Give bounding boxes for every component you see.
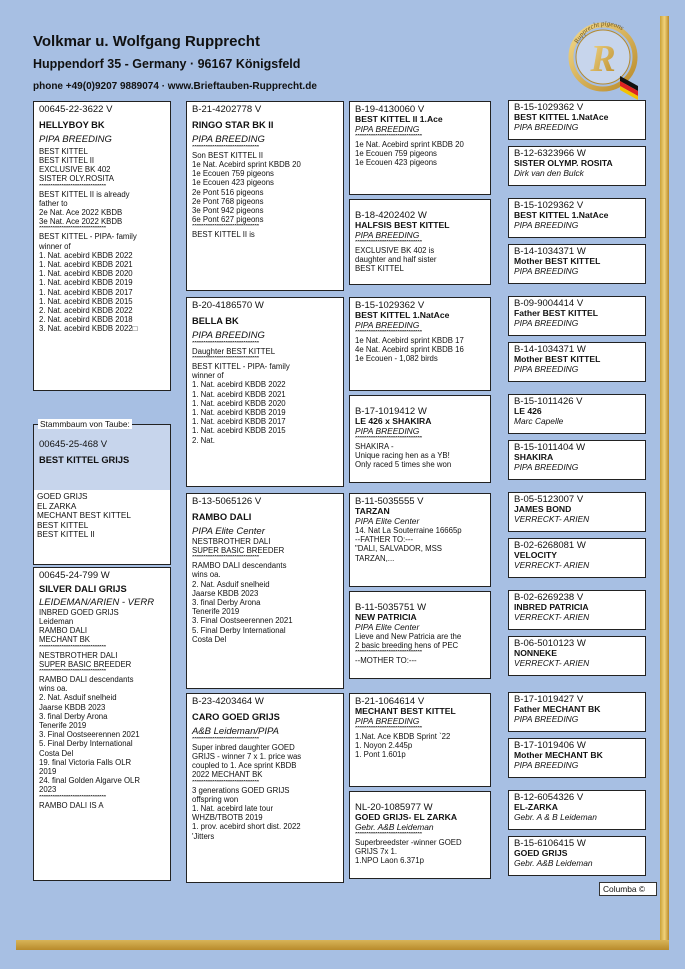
pedigree-notes bbox=[355, 632, 485, 666]
note-line: Only raced 5 times she won bbox=[355, 460, 452, 470]
grandparent-pigeon-card bbox=[349, 493, 491, 587]
pigeon-name: SILVER DALI GRIJS bbox=[39, 583, 127, 594]
breeder: PIPA BREEDING bbox=[39, 134, 112, 146]
great-grandparent-pigeon-card bbox=[508, 538, 646, 578]
grandparent-pigeon-card bbox=[349, 101, 491, 195]
note-line: 24. final Golden Algarve OLR bbox=[39, 776, 140, 786]
breeder: VERRECKT- ARIEN bbox=[514, 513, 590, 524]
note-line: NESTBROTHER DALI bbox=[39, 650, 118, 660]
breeder: PIPA BREEDING bbox=[514, 461, 579, 472]
breeder: A&B Leideman/PIPA bbox=[192, 726, 279, 738]
note-line: 1. Nat. acebird KBDB 2020 bbox=[192, 398, 286, 408]
separator: ****************************** bbox=[39, 183, 106, 190]
breeder: PIPA BREEDING bbox=[355, 715, 420, 726]
pigeon-name: RINGO STAR BK II bbox=[192, 119, 274, 130]
stammbaum-card bbox=[33, 424, 171, 565]
note-line: SHAKIRA - bbox=[355, 442, 394, 451]
note-line: RAMBO DALI descendants bbox=[39, 675, 134, 684]
pigeon-name: VELOCITY bbox=[514, 550, 557, 560]
ring-number: B-05-5123007 V bbox=[514, 494, 584, 505]
note-line: 1.Nat. Ace KBDB Sprint `22 bbox=[355, 732, 451, 741]
ring-number: B-09-9004414 V bbox=[514, 298, 584, 309]
separator: ****************************** bbox=[355, 330, 422, 336]
pigeon-name: NEW PATRICIA bbox=[355, 612, 417, 622]
ring-number: B-14-1034371 W bbox=[514, 246, 586, 257]
pigeon-name: Father MECHANT BK bbox=[514, 704, 601, 714]
separator: ****************************** bbox=[192, 779, 259, 786]
note-line: TARZAN,... bbox=[355, 553, 395, 563]
note-line: 3. Nat. acebird KBDB 2022□ bbox=[39, 324, 138, 334]
note-line: GRIJS 7x 1. bbox=[355, 847, 398, 857]
ring-number: B-02-6268081 W bbox=[514, 540, 586, 551]
breeder: PIPA BREEDING bbox=[355, 229, 420, 240]
rupprecht-logo bbox=[560, 14, 646, 100]
ring-number: B-13-5065126 V bbox=[192, 496, 262, 507]
note-line: 2022 MECHANT BK bbox=[192, 770, 263, 780]
pedigree-notes bbox=[355, 240, 485, 274]
ring-number: B-17-1019406 W bbox=[514, 740, 586, 751]
gold-border-right bbox=[660, 16, 669, 950]
note-line: Jaarse KBDB 2023 bbox=[39, 702, 106, 712]
breeder: VERRECKT- ARIEN bbox=[514, 559, 590, 570]
note-line: BEST KITTEL bbox=[39, 146, 88, 156]
pigeon-name: LE 426 x SHAKIRA bbox=[355, 416, 432, 426]
breeder: PIPA BREEDING bbox=[192, 134, 265, 146]
breeder: PIPA BREEDING bbox=[355, 425, 420, 436]
note-line: SUPER BASIC BREEDER bbox=[192, 545, 285, 555]
grandparent-pigeon-card bbox=[349, 395, 491, 483]
columba-credit: Columba © bbox=[599, 882, 657, 896]
ring-number: B-11-5035751 W bbox=[355, 602, 427, 613]
note-line: 2. Nat. acebird KBDB 2022 bbox=[39, 306, 133, 316]
note-line: WHZB/TBOTB 2019 bbox=[192, 813, 263, 823]
pigeon-name: Mother BEST KITTEL bbox=[514, 256, 601, 266]
note-line: Unique racing hen as a YB! bbox=[355, 451, 450, 461]
great-grandparent-pigeon-card bbox=[508, 836, 646, 876]
note-line: Costa Del bbox=[39, 748, 74, 758]
pedigree-notes bbox=[355, 726, 485, 760]
note-line: RAMBO DALI descendants bbox=[192, 561, 287, 571]
breeder: PIPA Elite Center bbox=[355, 621, 420, 632]
pedigree-notes bbox=[355, 526, 485, 563]
great-grandparent-pigeon-card bbox=[508, 492, 646, 532]
note-line: Daughter BEST KITTEL bbox=[192, 346, 276, 356]
ring-number: B-15-1011404 W bbox=[514, 442, 586, 453]
pigeon-name: GOED GRIJS bbox=[514, 848, 568, 858]
note-line: 2. Nat. Asduif snelheid bbox=[39, 693, 117, 703]
great-grandparent-pigeon-card bbox=[508, 296, 646, 336]
note-line: --MOTHER TO:--- bbox=[355, 656, 417, 666]
note-line: BEST KITTEL II is already bbox=[39, 189, 130, 199]
pedigree-notes bbox=[192, 145, 338, 240]
great-grandparent-pigeon-card bbox=[508, 440, 646, 480]
ring-number: B-12-6054326 V bbox=[514, 792, 584, 803]
note-line: 1e Ecouen 423 pigeons bbox=[355, 158, 437, 168]
ring-number: B-12-6323966 W bbox=[514, 148, 586, 159]
pigeon-name: INBRED PATRICIA bbox=[514, 602, 589, 612]
stammbaum-label: Stammbaum von Taube: bbox=[40, 419, 130, 429]
note-line: 1. Nat. acebird KBDB 2017 bbox=[39, 287, 133, 297]
note-line: wins oa. bbox=[192, 570, 221, 580]
note-line: 3e Nat. Ace 2022 KBDB bbox=[39, 217, 123, 227]
note-line: 2 basic breeding hens of PEC bbox=[355, 641, 459, 651]
note-line: BEST KITTEL II bbox=[39, 155, 95, 165]
breeder: Gebr. A&B Leideman bbox=[514, 857, 593, 868]
separator: ****************************** bbox=[355, 240, 422, 246]
separator: ****************************** bbox=[355, 436, 422, 442]
note-line: 1. Nat. acebird KBDB 2022 bbox=[39, 250, 133, 260]
pedigree-notes bbox=[192, 537, 338, 644]
note-line: 1. Nat. acebird KBDB 2019 bbox=[192, 408, 286, 417]
note-line: 1e Ecouen - 1,082 birds bbox=[355, 354, 438, 364]
breeder: PIPA Elite Center bbox=[192, 526, 265, 538]
breeder: PIPA BREEDING bbox=[514, 265, 579, 276]
pigeon-name: SISTER OLYMP. ROSITA bbox=[514, 158, 613, 168]
ring-number: B-15-6106415 W bbox=[514, 838, 586, 849]
breeder: PIPA BREEDING bbox=[355, 319, 420, 330]
note-line: RAMBO DALI IS A bbox=[39, 800, 104, 810]
note-line: father to bbox=[39, 198, 68, 208]
great-grandparent-pigeon-card bbox=[508, 244, 646, 284]
pigeon-name: EL-ZARKA bbox=[514, 802, 558, 812]
note-line: NESTBROTHER DALI bbox=[192, 536, 271, 546]
pigeon-name: Mother MECHANT BK bbox=[514, 750, 603, 760]
note-line: 2e Pont 516 pigeons bbox=[192, 187, 264, 197]
ring-number: B-19-4130060 V bbox=[355, 104, 425, 115]
note-line: coupled to 1. Ace sprint KBDB bbox=[192, 761, 297, 771]
svg-text:Rupprecht pigeons: Rupprecht pigeons bbox=[572, 19, 626, 45]
note-line: winner of bbox=[192, 371, 224, 381]
ring-number: B-15-1011426 V bbox=[514, 396, 583, 407]
note-line: 1.NPO Laon 6.371p bbox=[355, 856, 424, 866]
ring-number: B-21-4202778 V bbox=[192, 104, 262, 115]
pigeon-name: GOED GRIJS- EL ZARKA bbox=[355, 812, 458, 822]
note-line: 1. Nat. acebird KBDB 2017 bbox=[192, 417, 286, 427]
great-grandparent-pigeon-card bbox=[508, 342, 646, 382]
note-line: BEST KITTEL bbox=[37, 520, 89, 530]
note-line: 19. final Victoria Falls OLR bbox=[39, 757, 132, 767]
note-line: INBRED GOED GRIJS bbox=[39, 607, 119, 617]
owner-name: Volkmar u. Wolfgang Rupprecht bbox=[33, 33, 260, 50]
note-line: BEST KITTEL II bbox=[37, 530, 95, 540]
note-line: 'Jitters bbox=[192, 831, 215, 841]
stammbaum-list bbox=[34, 490, 170, 542]
ring-number: B-06-5010123 W bbox=[514, 638, 586, 649]
note-line: 5. Final Derby International bbox=[192, 625, 286, 635]
pedigree-notes bbox=[355, 330, 485, 364]
note-line: 1. Nat. acebird KBDB 2021 bbox=[192, 389, 286, 399]
great-grandparent-pigeon-card bbox=[508, 146, 646, 186]
note-line: BEST KITTEL - PIPA- family bbox=[192, 361, 290, 371]
note-line: --FATHER TO:--- bbox=[355, 535, 414, 545]
separator: ****************************** bbox=[192, 555, 259, 562]
note-line: 2. Nat. acebird KBDB 2018 bbox=[39, 315, 133, 325]
breeder: Gebr. A & B Leideman bbox=[514, 811, 597, 822]
parent-pigeon-card bbox=[186, 101, 344, 291]
note-line: offspring won bbox=[192, 794, 239, 804]
note-line: wins oa. bbox=[39, 684, 68, 694]
breeder: PIPA BREEDING bbox=[192, 330, 265, 342]
note-line: 1e Nat. Acebird sprint KBDB 17 bbox=[355, 336, 464, 345]
great-grandparent-pigeon-card bbox=[508, 100, 646, 140]
note-line: 2. Nat. Asduif snelheid bbox=[192, 579, 270, 589]
pigeon-name: SHAKIRA bbox=[514, 452, 554, 462]
note-line: Leideman bbox=[39, 616, 74, 626]
pedigree-notes bbox=[355, 134, 485, 168]
grandparent-pigeon-card bbox=[349, 693, 491, 787]
note-line: "DALI, SALVADOR, MSS bbox=[355, 544, 442, 554]
note-line: SUPER BASIC BREEDER bbox=[39, 659, 132, 669]
separator: ****************************** bbox=[192, 340, 259, 347]
note-line: 3. final Derby Arona bbox=[192, 598, 261, 607]
pedigree-notes bbox=[39, 147, 165, 334]
breeder: LEIDEMAN/ARIEN - VERR bbox=[39, 597, 155, 609]
grandparent-pigeon-card bbox=[349, 199, 491, 285]
note-line: 1e Ecouen 759 pigeons bbox=[355, 149, 437, 159]
ring-number: B-11-5035555 V bbox=[355, 496, 424, 507]
note-line: EL ZARKA bbox=[37, 501, 77, 511]
breeder: PIPA Elite Center bbox=[355, 515, 420, 526]
separator: ****************************** bbox=[355, 832, 422, 838]
ring-number: B-15-1029362 V bbox=[514, 200, 584, 211]
breeder: VERRECKT- ARIEN bbox=[514, 657, 590, 668]
pigeon-name: BEST KITTEL GRIJS bbox=[39, 455, 130, 465]
subject-pigeon-card bbox=[33, 101, 171, 391]
breeder: PIPA BREEDING bbox=[355, 123, 420, 134]
grandparent-pigeon-card bbox=[349, 297, 491, 391]
note-line: 2. Nat. bbox=[192, 435, 215, 445]
separator: ****************************** bbox=[355, 650, 422, 657]
ring-number: NL-20-1085977 W bbox=[355, 802, 433, 813]
note-line: GOED GRIJS bbox=[37, 492, 88, 501]
note-line: 2e Pont 768 pigeons bbox=[192, 196, 264, 206]
pigeon-name: TARZAN bbox=[355, 506, 390, 516]
note-line: 1e Nat. Acebird sprint KBDB 20 bbox=[355, 140, 464, 149]
note-line: 1. Nat. acebird KBDB 2022 bbox=[192, 380, 286, 390]
breeder: Marc Capelle bbox=[514, 415, 564, 426]
pigeon-name: CARO GOED GRIJS bbox=[192, 711, 280, 722]
ring-number: 00645-22-3622 V bbox=[39, 104, 113, 115]
pigeon-name: HALFSIS BEST KITTEL bbox=[355, 220, 450, 230]
pigeon-name: BEST KITTEL 1.NatAce bbox=[514, 112, 609, 122]
separator: ****************************** bbox=[192, 144, 259, 151]
breeder: Gebr. A&B Leideman bbox=[355, 821, 434, 832]
breeder: PIPA BREEDING bbox=[514, 219, 579, 230]
note-line: BEST KITTEL bbox=[355, 264, 404, 274]
ring-number: B-15-1029362 V bbox=[514, 102, 584, 113]
ring-number: 00645-24-799 W bbox=[39, 570, 110, 581]
note-line: Jaarse KBDB 2023 bbox=[192, 588, 259, 598]
ring-number: B-21-1064614 V bbox=[355, 696, 425, 707]
note-line: BEST KITTEL - PIPA- family bbox=[39, 232, 137, 242]
breeder: PIPA BREEDING bbox=[514, 121, 579, 132]
breeder: PIPA BREEDING bbox=[514, 759, 579, 770]
note-line: EXCLUSIVE BK 402 bbox=[39, 165, 111, 175]
dam-pigeon-card bbox=[33, 567, 171, 881]
ring-number: B-17-1019412 W bbox=[355, 406, 427, 417]
pigeon-name: BEST KITTEL II 1.Ace bbox=[355, 114, 443, 124]
great-grandparent-pigeon-card bbox=[508, 636, 646, 676]
pedigree-notes bbox=[39, 608, 165, 810]
note-line: MECHANT BEST KITTEL bbox=[37, 511, 131, 521]
pigeon-name: NONNEKE bbox=[514, 648, 557, 658]
svg-text:R: R bbox=[590, 38, 616, 80]
ring-number: B-14-1034371 W bbox=[514, 344, 586, 355]
note-line: Son BEST KITTEL II bbox=[192, 150, 264, 160]
owner-contact: phone +49(0)9207 9889074 · www.Brieftauben-Rupprecht.de bbox=[33, 81, 317, 92]
ring-number: B-20-4186570 W bbox=[192, 300, 264, 311]
great-grandparent-pigeon-card bbox=[508, 198, 646, 238]
note-line: 1. Nat. acebird KBDB 2015 bbox=[39, 296, 133, 306]
pigeon-name: BELLA BK bbox=[192, 315, 239, 326]
separator: ****************************** bbox=[192, 224, 259, 231]
breeder: PIPA BREEDING bbox=[514, 317, 579, 328]
note-line: 4e Nat. Acebird sprint KBDB 16 bbox=[355, 345, 464, 355]
ring-number: B-15-1029362 V bbox=[355, 300, 425, 311]
separator: ****************************** bbox=[39, 794, 106, 801]
parent-pigeon-card bbox=[186, 297, 344, 487]
note-line: 3. Final Oostseerennen 2021 bbox=[192, 616, 293, 626]
parent-pigeon-card bbox=[186, 693, 344, 883]
separator: ****************************** bbox=[192, 736, 259, 743]
pigeon-name: BEST KITTEL 1.NatAce bbox=[514, 210, 609, 220]
note-line: Costa Del bbox=[192, 634, 227, 644]
stammbaum-header bbox=[34, 425, 170, 490]
pigeon-name: RAMBO DALI bbox=[192, 511, 252, 522]
note-line: 2e Nat. Ace 2022 KBDB bbox=[39, 208, 123, 217]
note-line: 1. Nat. acebird KBDB 2021 bbox=[39, 260, 133, 270]
separator: ****************************** bbox=[39, 644, 106, 651]
note-line: Super inbred daughter GOED bbox=[192, 742, 295, 752]
pedigree-notes bbox=[192, 341, 338, 445]
note-line: 2019 bbox=[39, 767, 57, 777]
pedigree-notes bbox=[192, 737, 338, 841]
note-line: 3. Final Oostseerennen 2021 bbox=[39, 730, 140, 740]
note-line: 14. Nat La Souterraine 16665p bbox=[355, 526, 462, 535]
separator: ****************************** bbox=[192, 355, 259, 362]
pigeon-name: Mother BEST KITTEL bbox=[514, 354, 601, 364]
note-line: EXCLUSIVE BK 402 is bbox=[355, 246, 435, 255]
breeder: Dirk van den Bulck bbox=[514, 167, 584, 178]
note-line: 1. Pont 1.601p bbox=[355, 750, 406, 760]
great-grandparent-pigeon-card bbox=[508, 394, 646, 434]
note-line: Tenerife 2019 bbox=[39, 721, 87, 731]
great-grandparent-pigeon-card bbox=[508, 790, 646, 830]
ring-number: B-02-6269238 V bbox=[514, 592, 584, 603]
note-line: 3 generations GOED GRIJS bbox=[192, 785, 290, 795]
note-line: 1. Nat. acebird KBDB 2019 bbox=[39, 278, 133, 288]
note-line: 2023 bbox=[39, 785, 57, 795]
note-line: Tenerife 2019 bbox=[192, 607, 240, 617]
note-line: 1. Noyon 2.445p bbox=[355, 741, 413, 751]
note-line: 1. prov. acebird short dist. 2022 bbox=[192, 822, 301, 832]
ring-number: B-23-4203464 W bbox=[192, 696, 264, 707]
great-grandparent-pigeon-card bbox=[508, 590, 646, 630]
great-grandparent-pigeon-card bbox=[508, 738, 646, 778]
note-line: daughter and half sister bbox=[355, 255, 437, 265]
pigeon-name: JAMES BOND bbox=[514, 504, 572, 514]
owner-address: Huppendorf 35 - Germany · 96167 Königsfeld bbox=[33, 57, 301, 71]
pedigree-notes bbox=[355, 832, 485, 866]
pigeon-name: MECHANT BEST KITTEL bbox=[355, 706, 456, 716]
note-line: RAMBO DALI bbox=[39, 626, 88, 636]
pigeon-name: LE 426 bbox=[514, 406, 542, 416]
note-line: BEST KITTEL II is bbox=[192, 230, 255, 240]
breeder: VERRECKT- ARIEN bbox=[514, 611, 590, 622]
breeder: PIPA BREEDING bbox=[514, 713, 579, 724]
pigeon-name: BEST KITTEL 1.NatAce bbox=[355, 310, 450, 320]
note-line: Superbreedster -winner GOED bbox=[355, 838, 462, 847]
note-line: 1e Ecouen 423 pigeons bbox=[192, 178, 274, 188]
note-line: 1e Nat. Acebird sprint KBDB 20 bbox=[192, 159, 301, 169]
ring-number: B-17-1019427 V bbox=[514, 694, 584, 705]
note-line: 3. final Derby Arona bbox=[39, 711, 108, 721]
note-line: 1. Nat. acebird KBDB 2015 bbox=[192, 426, 286, 436]
note-line: Lieve and New Patricia are the bbox=[355, 632, 462, 641]
note-line: SISTER OLY.ROSITA bbox=[39, 174, 114, 184]
grandparent-pigeon-card bbox=[349, 591, 491, 679]
separator: ****************************** bbox=[39, 669, 106, 675]
separator: ****************************** bbox=[39, 226, 106, 233]
pigeon-name: HELLYBOY BK bbox=[39, 119, 105, 130]
pigeon-name: Father BEST KITTEL bbox=[514, 308, 599, 318]
separator: ****************************** bbox=[355, 134, 422, 140]
note-line: 1e Ecouen 759 pigeons bbox=[192, 169, 274, 179]
pedigree-notes bbox=[355, 436, 485, 470]
note-line: 1. Nat. acebird KBDB 2020 bbox=[39, 269, 133, 279]
gold-border-bottom bbox=[16, 940, 669, 950]
note-line: GRIJS - winner 7 x 1. price was bbox=[192, 751, 302, 761]
ring-number: B-18-4202402 W bbox=[355, 210, 427, 221]
note-line: MECHANT BK bbox=[39, 635, 90, 645]
note-line: 6e Pont 627 pigeons bbox=[192, 215, 264, 225]
note-line: 3e Pont 942 pigeons bbox=[192, 206, 264, 215]
note-line: winner of bbox=[39, 241, 71, 251]
grandparent-pigeon-card bbox=[349, 791, 491, 879]
note-line: 1. Nat. acebird late tour bbox=[192, 804, 274, 813]
ring-number: 00645-25-468 V bbox=[39, 439, 108, 450]
great-grandparent-pigeon-card bbox=[508, 692, 646, 732]
parent-pigeon-card bbox=[186, 493, 344, 689]
breeder: PIPA BREEDING bbox=[514, 363, 579, 374]
note-line: 5. Final Derby International bbox=[39, 739, 133, 749]
separator: ****************************** bbox=[355, 726, 422, 732]
